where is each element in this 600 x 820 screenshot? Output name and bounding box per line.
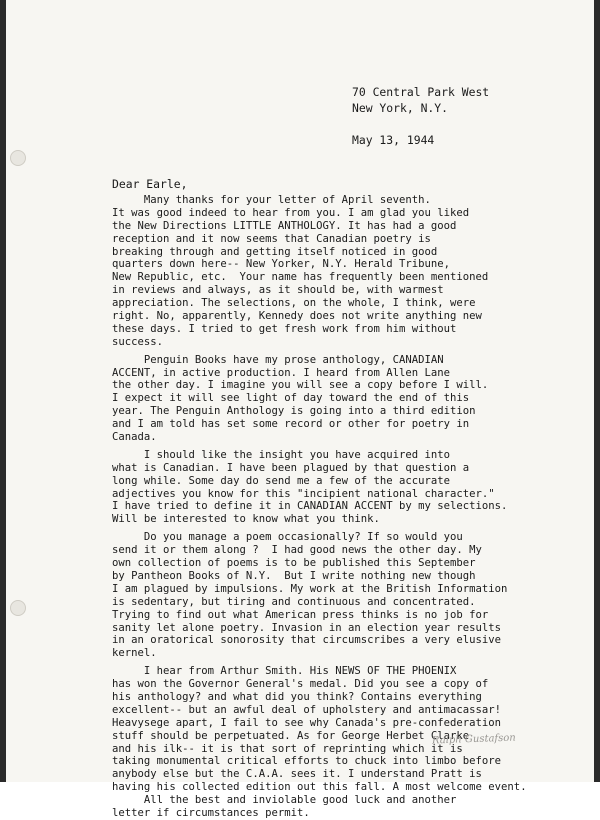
text-line: quarters down here-- New Yorker, N.Y. Herald Tribune, [112,258,451,271]
signature: Ralph Gustafson [431,732,516,747]
text-line: by Pantheon Books of N.Y. But I write nothing new though [112,569,476,582]
text-line: Many thanks for your letter of April seventh. [112,194,431,206]
text-line: Heavysege apart, I fail to see why Canada's pre-confederation [112,716,502,729]
text-line: what is Canadian. I have been plagued by that question a [112,461,470,474]
text-line: stuff should be perpetuated. As for George Herbet Clarke [112,729,470,742]
text-line: right. No, apparently, Kennedy does not write anything new [112,310,482,323]
text-line: kernel. [112,647,157,660]
paragraph [112,354,592,444]
text-line: ACCENT, in active production. I heard from Allen Lane [112,366,451,379]
scan-edge-left [0,0,6,782]
scan-edge-right [594,0,600,782]
text-line: the New Directions LITTLE ANTHOLOGY. It has had a good [112,219,457,232]
text-line: All the best and inviolable good luck and another [112,794,457,807]
text-line: in an oratorical sonorosity that circumscribes a very elusive [112,634,502,647]
text-line: New Republic, etc. Your name has frequently been mentioned [112,271,489,284]
text-line: breaking through and getting itself noticed in good [112,245,438,258]
text-line: I have tried to define it in CANADIAN ACCENT by my selections. [112,500,508,513]
paragraph [112,194,592,349]
text-line: Will be interested to know what you think. [112,513,380,526]
text-line: these days. I tried to get fresh work from him without [112,322,457,335]
return-address [352,84,489,116]
salutation: Dear Earle, [112,177,188,191]
text-line: I hear from Arthur Smith. His NEWS OF THE PHOENIX [112,665,457,678]
text-line: his anthology? and what did you think? Contains everything [112,690,482,703]
text-line: having his collected edition out this fall. A most welcome event. [112,781,527,794]
text-line: anybody else but the C.A.A. sees it. I understand Pratt is [112,768,482,781]
text-line: letter if circumstances permit. [112,806,310,819]
text-line: and I am told has set some record or other for poetry in [112,418,470,431]
text-line: has won the Governor General's medal. Did you see a copy of [112,678,489,691]
text-line: I am plagued by impulsions. My work at the British Information [112,582,508,595]
text-line: success. [112,335,164,348]
letter-body [112,194,592,820]
text-line: is sedentary, but tiring and continuous and concentrated. [112,595,476,608]
text-line: appreciation. The selections, on the whole, I think, were [112,297,476,310]
letter-date: May 13, 1944 [352,133,435,147]
text-line: Canada. [112,431,157,444]
address-line: 70 Central Park West [352,85,490,99]
punch-hole [10,150,26,166]
text-line: the other day. I imagine you will see a copy before I will. [112,379,489,392]
text-line: own collection of poems is to be published this September [112,557,476,570]
text-line: taking monumental critical efforts to chuck into limbo before [112,755,502,768]
text-line: year. The Penguin Anthology is going into a third edition [112,405,476,418]
text-line: reception and it now seems that Canadian poetry is [112,232,431,245]
text-line: and his ilk-- it is that sort of reprinting which it is [112,742,463,755]
paragraph [112,449,592,526]
address-line: New York, N.Y. [352,101,449,115]
text-line: excellent-- but an awful deal of upholstery and antimacassar! [112,703,502,716]
text-line: It was good indeed to hear from you. I am glad you liked [112,206,470,219]
text-line: I expect it will see light of day toward the end of this [112,392,470,405]
text-line: long while. Some day do send me a few of the accurate [112,474,451,487]
text-line: Trying to find out what American press thinks is no job for [112,608,489,621]
text-line: send it or them along ? I had good news the other day. My [112,544,482,557]
paragraph [112,665,592,820]
text-line: I should like the insight you have acquired into [112,448,451,461]
text-line: adjectives you know for this "incipient national character." [112,487,495,500]
text-line: Do you manage a poem occasionally? If so would you [112,531,463,544]
paragraph [112,531,592,660]
text-line: sanity let alone poetry. Invasion in an election year results [112,621,502,634]
text-line: Penguin Books have my prose anthology, CANADIAN [112,353,444,366]
punch-hole [10,600,26,616]
text-line: in reviews and always, as it should be, with warmest [112,284,444,297]
